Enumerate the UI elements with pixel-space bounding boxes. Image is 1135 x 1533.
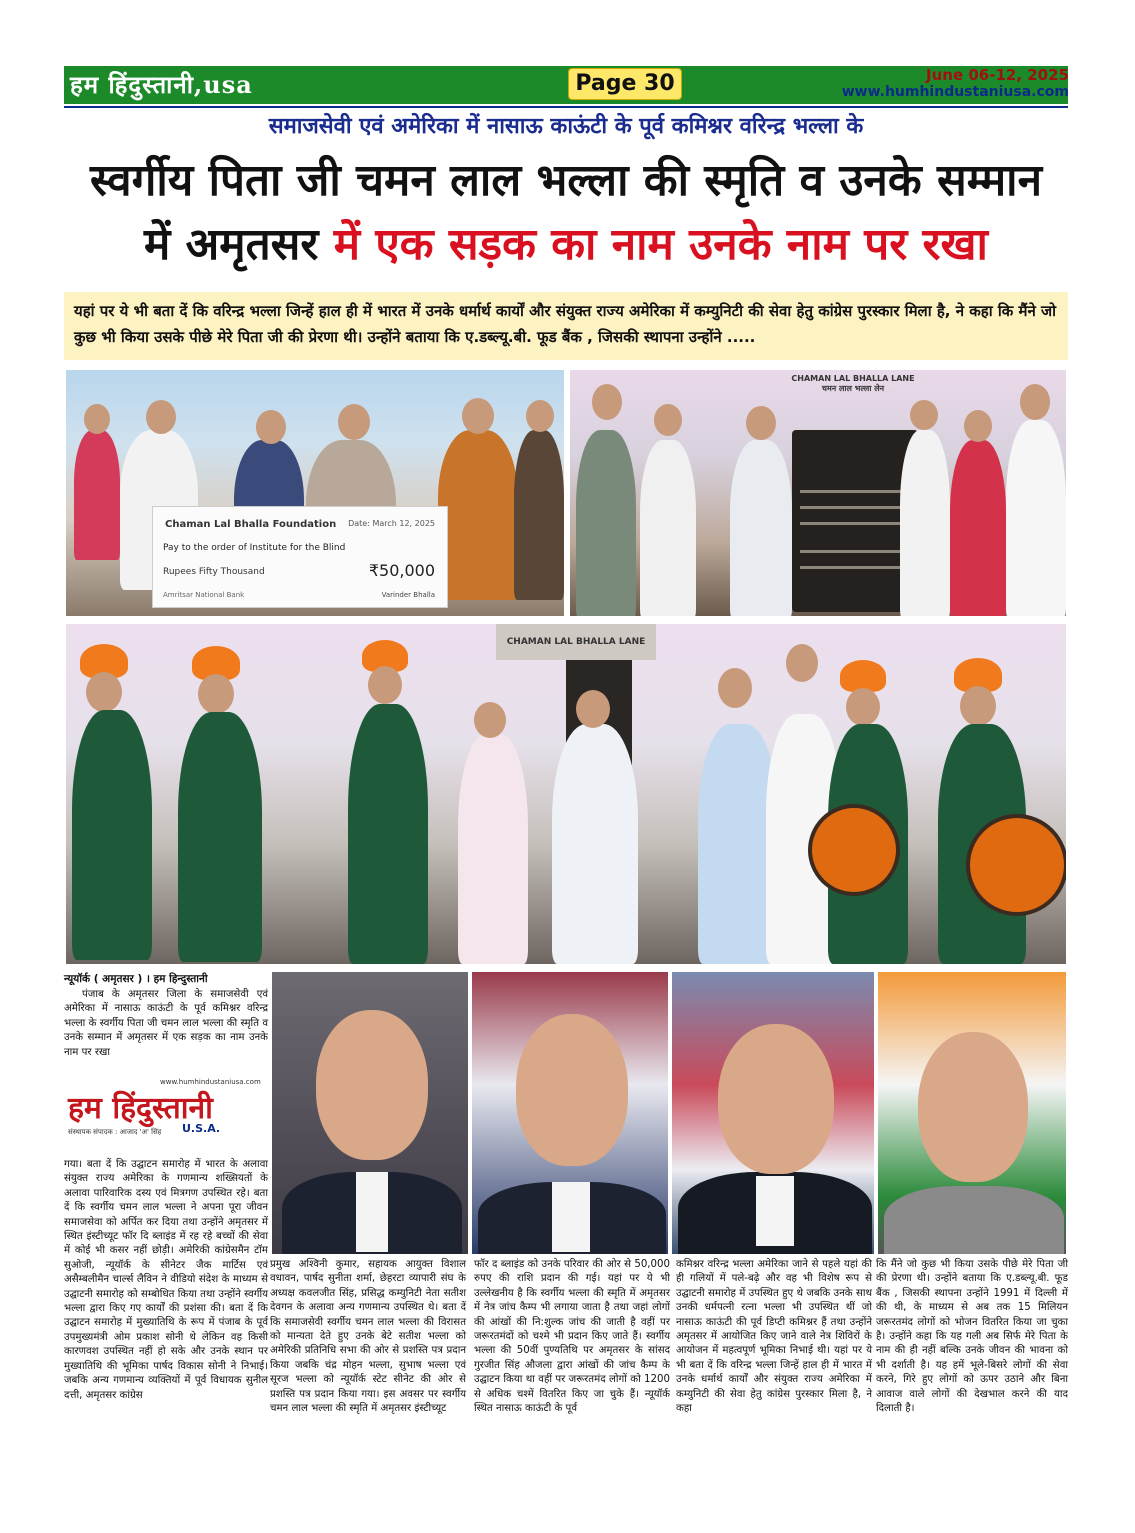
- logo-usa: U.S.A.: [182, 1122, 221, 1135]
- logo-url: www.humhindustaniusa.com: [160, 1078, 261, 1086]
- drum: [808, 804, 900, 896]
- photo-street-inauguration: [64, 622, 1068, 966]
- portrait-face: [918, 1032, 1028, 1182]
- portrait-shirt: [756, 1176, 794, 1246]
- person-head: [654, 404, 682, 436]
- newspaper-logo: [64, 1078, 268, 1158]
- article-column-1: गया। बता दें कि उद्घाटन समारोह में भारत के अलावा संयुक्त राज्य अमेरिका के गणमान्य शख्सियतों के अलावा पारिवारिक दस्य एवं मित्रगण उपस्थित रहे। बता दें कि स्वर्गीय चमन लाल भल्ला ने अपना पूरा जीवन समाजसेवा को अर्पित कर दिया तथा उन्होंने अमृतसर में स्थित इंस्टीच्यूट फॉर दि ब्लाइंड में रह रहे बच्चों की सेवा में कोई भी कसर नहीं छोड़ी। अमेरिकी कांग्रेसमैन टॉम सुओजी, न्यूयॉर्क के सीनेटर जैक मार्टिस एवं असैम्बलीमैन चार्ल्स लैविन ने वीडियो संदेश के माध्यम से उद्घाटनी समारोह को सम्बोधित किया तथा उन्होंने स्वर्गीय भल्ला द्वारा किए गए कार्यों की प्रशंसा की। बता दें कि उद्घाटन समारोह में मुख्यातिथि के रूप में पंजाब के पूर्व उपमुख्यमंत्री ओम प्रकाश सोनी थे लेकिन वह किसी कारणवश उपस्थित नहीं हो सके और उनके स्थान पर मुख्यातिथि की भूमिका पार्षद विकास सोनी ने निभाई। जबकि अन्य गणमान्य व्यक्तियों में पूर्व विधायक सुनील दत्ती, अमृतसर कांग्रेस: [64, 1159, 268, 1401]
- person-head: [368, 666, 402, 704]
- page-number: Page 30: [568, 68, 682, 100]
- person-head: [964, 410, 992, 442]
- plaque-text-line: [800, 566, 910, 569]
- person-figure: [178, 712, 262, 962]
- person-figure: [438, 430, 518, 600]
- article-lead: पंजाब के अमृतसर जिला के समाजसेवी एवं अमेरिका में नासाऊ काऊंटी के पूर्व कमिश्नर वरिन्द्र भल्ला के स्वर्गीय पिता जी चमन लाल भल्ला की स्मृति व उनके सम्मान में अमृतसर में एक सड़क का नाम उनके नाम पर रखा: [64, 989, 268, 1058]
- plaque-text-line: [800, 550, 910, 553]
- person-figure: [514, 430, 564, 600]
- article-column-3: फॉर द ब्लाइंड को उनके परिवार की ओर से 50,000 रुपए की राशि प्रदान की गई। यहां पर ये भी उल्लेखनीय है कि स्वर्गीय भल्ला की स्मृति में अमृतसर में नेत्र जांच कैम्प भी लगाया जाता है तथा जहां लोगों की आंखों की नि:शुल्क जांच की जाती है वहीं पर जरूरतमंदों को चश्मे भी प्रदान किए जाते हैं। स्वर्गीय भल्ला की 50वीं पुण्यतिथि पर अमृतसर के सांसद गुरजीत सिंह औजला द्वारा आंखों की जांच कैम्प के उद्घाटन किया था वहीं पर जरूरतमंद लोगों को 1200 से अधिक चश्में वितरित किए जा चुके हैं। न्यूयॉर्क स्थित नासाऊ काऊंटी के पूर्व: [474, 1259, 670, 1415]
- portrait-face: [316, 1010, 428, 1160]
- person-head: [338, 404, 370, 440]
- portrait-suit: [884, 1186, 1064, 1256]
- logo-text: हम हिंदुस्तानी: [68, 1091, 213, 1126]
- issue-date: June 06-12, 2025: [926, 66, 1069, 84]
- person-figure: [348, 704, 428, 964]
- plaque-text-line: [800, 522, 910, 525]
- cheque-amount: ₹50,000: [368, 561, 435, 580]
- person-figure: [576, 430, 636, 618]
- portrait-3: [670, 970, 876, 1256]
- cheque: [152, 506, 448, 608]
- person-head: [786, 644, 818, 682]
- person-figure: [1006, 420, 1066, 618]
- portrait-1: [270, 970, 470, 1256]
- logo-subtitle: संस्थापक संपादक : आजाद 'अ' सिंह: [68, 1128, 162, 1136]
- article-column-4: कमिश्नर वरिन्द्र भल्ला अमेरिका जाने से पहले यहां की ही गलियों में पले-बढ़े और वह भी विशेष रूप से उद्घाटनी समारोह में उपस्थित हुए थे जबकि उनके साथ उनकी धर्मपत्नी रत्ना भल्ला भी उपस्थित थीं जो नासाऊ काऊंटी की पूर्व डिप्टी कमिश्नर हैं तथा उन्होंने अमृतसर में आयोजित किए जाने वाले नेत्र शिविरों के आयोजन में महत्वपूर्ण भूमिका निभाई थी। यहां पर ये भी बता दें कि वरिन्द्र भल्ला जिन्हें हाल ही में भारत में उनके धर्मार्थ कार्यों और संयुक्त राज्य अमेरिका में कम्युनिटी की सेवा हेतु कांग्रेस पुरस्कार मिला है, ने कहा: [676, 1259, 872, 1415]
- person-head: [576, 690, 610, 728]
- person-head: [198, 674, 234, 714]
- person-head: [910, 400, 938, 430]
- cheque-amount-words: Rupees Fifty Thousand: [163, 567, 265, 577]
- plaque-title: CHAMAN LAL BHALLA LANE चमन लाल भल्ला लेन: [791, 374, 915, 393]
- header-rule: [64, 106, 1068, 108]
- article-column-5: कि मैंने जो कुछ भी किया उसके पीछे मेरे पिता जी की प्रेरणा थी। उन्होंने बताया कि ए.डब्ल्यू.बी. फूड बैंक , जिसकी स्थापना उन्होंने 1991 में दिल्ली में की थी, के माध्यम से अब तक 15 मिलियन जरूरतमंद लोगों को भोजन वितरित किया जा चुका है। उन्होंने कहा कि यह गली अब सिर्फ मेरे पिता के नाम की ही नहीं बल्कि उनके जीवन की भावना को भी दर्शाती है। यह हमें भूले-बिसरे लोगों की सेवा करने, गिरे हुए लोगों को ऊपर उठाने और बिना आवाज वाले लोगों की देखभाल करने की याद दिलाती है।: [876, 1259, 1068, 1415]
- byline: न्यूयॉर्क ( अमृतसर ) । हम हिन्दुस्तानी: [64, 973, 208, 985]
- drum: [966, 814, 1068, 916]
- person-figure: [950, 440, 1006, 618]
- website-url[interactable]: www.humhindustaniusa.com: [841, 84, 1069, 100]
- person-head: [474, 702, 506, 738]
- person-head: [846, 688, 880, 726]
- person-figure: [552, 724, 638, 964]
- plaque-text-line: [800, 490, 910, 493]
- person-head: [526, 400, 554, 432]
- photo-plaque-unveiling: [568, 368, 1068, 618]
- headline-line-1: स्वर्गीय पिता जी चमन लाल भल्ला की स्मृति व उनके सम्मान: [89, 155, 1042, 206]
- plaque-text-line: [800, 506, 910, 509]
- portrait-4: [876, 970, 1068, 1256]
- person-head: [960, 686, 996, 726]
- portrait-face: [516, 1014, 628, 1166]
- person-figure: [74, 430, 120, 560]
- headline-line-2-black: में अमृतसर: [144, 219, 319, 270]
- article-column-2: प्रमुख अश्विनी कुमार, सहायक आयुक्त विशाल वधावन, पार्षद सुनीता शर्मा, छेहरटा व्यापारी संघ के अध्यक्ष कवलजीत सिंह, प्रसिद्ध कम्युनिटी नेता सतीश देवगन के अलावा अन्य गणमान्य उपस्थित थे। बता दें कि समाजसेवी स्वर्गीय चमन लाल भल्ला की विरासत को मान्यता देते हुए उनके बेटे सतीश भल्ला को अमेरिकी प्रतिनिधि सभा की ओर से प्रशस्ति पत्र प्रदान किया जबकि चंद्र मोहन भल्ला, सुभाष भल्ला एवं सूरज भल्ला को न्यूयॉर्क स्टेट सीनेट की ओर से प्रशस्ति पत्र प्रदान किया गया। इस अवसर पर स्वर्गीय चमन लाल भल्ला की स्मृति में अमृतसर इंस्टीच्यूट: [270, 1259, 466, 1415]
- person-head: [746, 406, 776, 440]
- headline-line-2-red: में एक सड़क का नाम उनके नाम पर रखा: [318, 219, 988, 270]
- person-figure: [458, 734, 528, 964]
- person-figure: [730, 440, 792, 618]
- person-head: [84, 404, 110, 434]
- portrait-shirt: [356, 1172, 388, 1252]
- person-figure: [900, 430, 950, 618]
- person-head: [592, 384, 622, 420]
- person-figure: [640, 440, 696, 618]
- person-head: [146, 400, 176, 434]
- person-head: [1020, 384, 1050, 420]
- cheque-org: Chaman Lal Bhalla Foundation: [165, 519, 337, 530]
- cheque-signature: Varinder Bhalla: [381, 591, 435, 599]
- cheque-date: Date: March 12, 2025: [348, 519, 435, 528]
- person-head: [718, 668, 752, 708]
- person-head: [86, 672, 122, 712]
- headline-kicker: समाजसेवी एवं अमेरिका में नासाऊ काऊंटी के पूर्व कमिश्नर वरिन्द्र भल्ला के: [268, 114, 864, 139]
- headline-line-2: [64, 214, 1068, 276]
- street-sign: CHAMAN LAL BHALLA LANE: [496, 624, 656, 660]
- intro-box: यहां पर ये भी बता दें कि वरिन्द्र भल्ला जिन्हें हाल ही में भारत में उनके धर्मार्थ कार्यों और संयुक्त राज्य अमेरिका में कम्युनिटी की सेवा हेतु कांग्रेस पुरस्कार मिला है, ने कहा कि मैंने जो कुछ भी किया उसके पीछे मेरे पिता जी की प्रेरणा थी। उन्होंने बताया कि ए.डब्ल्यू.बी. फूड बैंक , जिसकी स्थापना उन्होंने .....: [64, 292, 1068, 360]
- portrait-shirt: [552, 1182, 590, 1252]
- portrait-2: [470, 970, 670, 1256]
- person-head: [462, 398, 494, 434]
- masthead-logo: हम हिंदुस्तानी,usa: [70, 70, 253, 99]
- cheque-bank: Amritsar National Bank: [163, 591, 245, 599]
- person-figure: [72, 710, 152, 960]
- portrait-face: [718, 1024, 834, 1174]
- person-head: [256, 410, 286, 444]
- cheque-payee: Pay to the order of Institute for the Blind: [163, 543, 346, 553]
